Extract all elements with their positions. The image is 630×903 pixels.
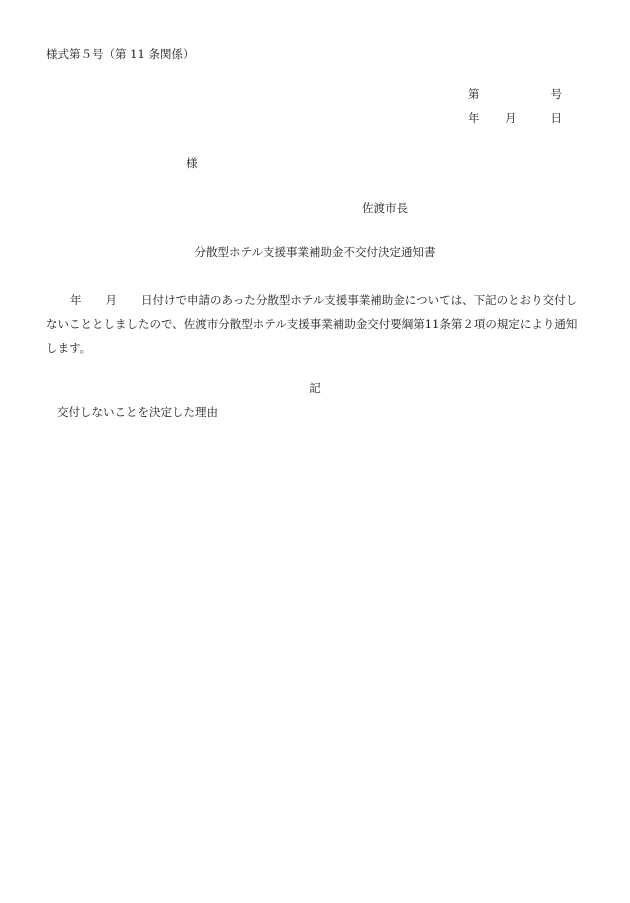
body-paragraph	[46, 288, 584, 360]
document-title: 分散型ホテル支援事業補助金不交付決定通知書	[194, 245, 436, 259]
body-text: 日付けで申請のあった分散型ホテル支援事業補助金については、下記のとおり交付しないこととしましたので、佐渡市分散型ホテル支援事業補助金交付要綱第11条第２項の規定により通知します。	[46, 293, 578, 355]
document-number-prefix: 第	[468, 87, 480, 101]
date-day: 日	[550, 111, 562, 125]
reason-label: 交付しないことを決定した理由	[57, 405, 218, 419]
issuer: 佐渡市長	[362, 201, 408, 215]
date-year: 年	[468, 111, 480, 125]
document-number-suffix: 号	[550, 87, 562, 101]
addressee: 様	[186, 156, 198, 170]
body-month: 月	[105, 293, 117, 307]
ki-heading: 記	[309, 381, 321, 395]
form-number: 様式第５号（第 11 条関係）	[46, 47, 195, 61]
body-year: 年	[70, 293, 82, 307]
date-month: 月	[505, 111, 517, 125]
document-number-line	[468, 86, 562, 102]
date-line	[468, 110, 562, 126]
